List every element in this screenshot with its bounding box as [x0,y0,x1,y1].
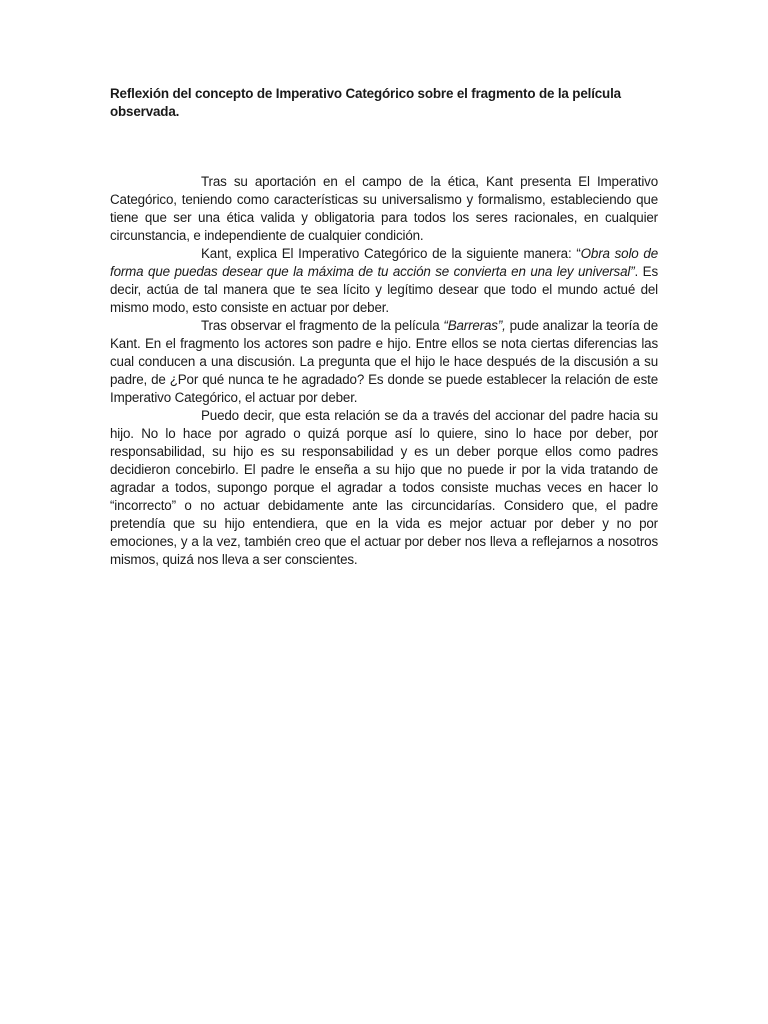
document-page [110,85,658,569]
paragraph-3-rest: pude analizar la teoría de Kant. En el fragmento los actores son padre e hijo. Entre ellos se nota ciertas diferencias las cual conducen a una discusión. La pregunta que el hijo le hace después de la discusión a su padre, de ¿Por qué nunca te he agradado? Es donde se puede establecer la relación de este Imperativo Categórico, el actuar por deber. [110,318,659,405]
paragraph-2 [110,245,658,317]
paragraph-3-intro: Tras observar el fragmento de la película [201,318,444,333]
film-title: “Barreras”, [443,318,506,333]
document-body [110,173,658,569]
paragraph-4: Puedo decir, que esta relación se da a través del accionar del padre hacia su hijo. No lo hace por agrado o quizá porque así lo quiere, sino lo hace por deber, por responsabilidad, su hijo es su responsabilidad y es un deber porque ellos como padres decidieron concebirlo. El padre le enseña a su hijo que no puede ir por la vida tratando de agradar a todos, supongo porque el agradar a todos consiste muchas veces en hacer lo “incorrecto” o no actuar debidamente ante las circuncidarías. Considero que, el padre pretendía que su hijo entendiera, que en la vida es mejor actuar por deber y no por emociones, y a la vez, también creo que el actuar por deber nos lleva a reflejarnos a nosotros mismos, quizá nos lleva a ser conscientes. [110,408,658,567]
paragraph-1: Tras su aportación en el campo de la ética, Kant presenta El Imperativo Categórico, teniendo como características su universalismo y formalismo, estableciendo que tiene que ser una ética valida y obligatoria para todos los seres racionales, en cualquier circunstancia, e independiente de cualquier condición. [110,174,658,243]
paragraph-3 [110,317,658,407]
kant-quote: Obra solo de forma que puedas desear que la máxima de tu acción se convierta en una ley universal” [110,246,659,279]
document-title: Reflexión del concepto de Imperativo Categórico sobre el fragmento de la película observada. [110,86,621,119]
paragraph-2-rest: . Es decir, actúa de tal manera que te sea lícito y legítimo desear que todo el mundo actué del mismo modo, esto consiste en actuar por deber. [110,264,658,315]
paragraph-2-intro: Kant, explica El Imperativo Categórico de la siguiente manera: “ [201,246,581,261]
